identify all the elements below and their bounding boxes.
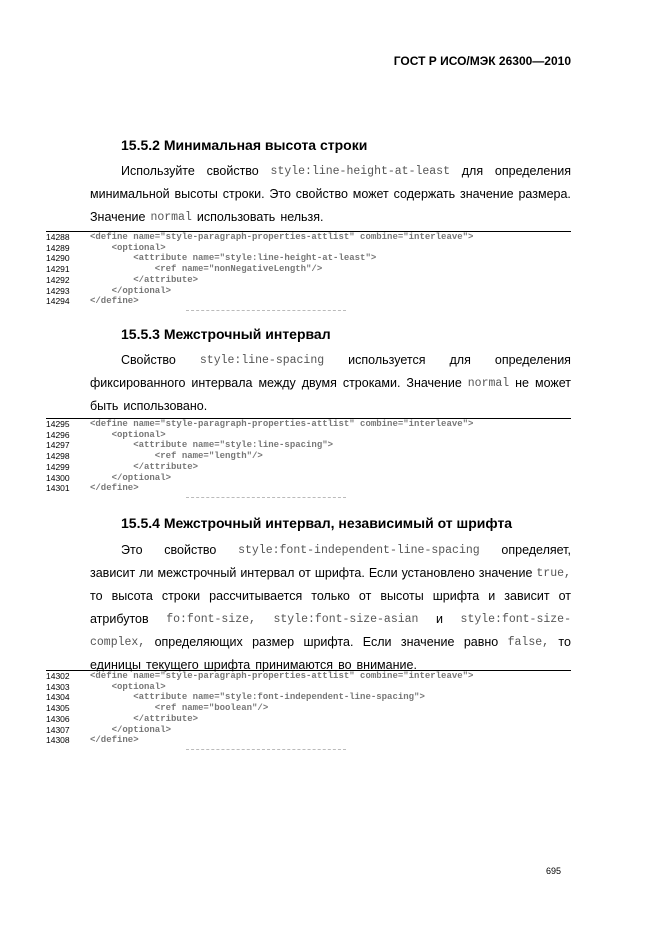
paragraph-line: [90, 395, 571, 418]
line-number: 14304: [46, 692, 70, 703]
code-term: normal: [150, 211, 192, 224]
code-term: fo:font-size,: [166, 613, 256, 626]
code-term: true,: [536, 567, 571, 580]
code-end-divider: [186, 310, 346, 311]
word: строками.: [342, 376, 401, 390]
word: строки: [161, 589, 201, 603]
word: для: [449, 353, 471, 367]
code-listing-2: [46, 418, 571, 498]
word: атрибутов: [90, 612, 149, 626]
line-number: 14299: [46, 461, 70, 472]
code-term: complex,: [90, 636, 146, 649]
code-line: [46, 264, 571, 275]
word: от: [298, 566, 311, 580]
section-heading-1: 15.5.2 Минимальная высота строки: [121, 137, 368, 153]
code-line: [46, 462, 571, 473]
word: двумя: [301, 376, 337, 390]
code-term: style:line-spacing: [199, 354, 325, 367]
code-text: <attribute name="style:font-independent-line-spacing">: [90, 692, 425, 703]
word: может: [352, 187, 389, 201]
paragraph-line: [90, 206, 571, 229]
word: шрифта: [203, 658, 251, 672]
word: размер: [252, 635, 295, 649]
word: Используйте: [121, 164, 195, 178]
code-text: <optional>: [90, 681, 166, 692]
word: Это: [121, 543, 143, 557]
word: свойство: [295, 187, 348, 201]
word: быть: [90, 399, 119, 413]
code-line: [46, 473, 571, 484]
word: интервала: [191, 376, 253, 390]
word: свойство: [164, 543, 217, 557]
code-text: <attribute name="style:line-spacing">: [90, 440, 334, 451]
paragraph-line: [90, 562, 571, 585]
code-term: style:font-independent-line-spacing: [238, 544, 480, 557]
code-line: [46, 253, 571, 264]
word: шрифта.: [303, 635, 354, 649]
word: фиксированного: [90, 376, 186, 390]
code-line: [46, 735, 571, 746]
word: шрифта.: [314, 566, 365, 580]
line-number: 14297: [46, 440, 70, 451]
word: размера.: [518, 187, 571, 201]
code-text: </attribute>: [90, 713, 199, 724]
word: и: [488, 589, 496, 603]
code-text: </attribute>: [90, 461, 199, 472]
code-text: <ref name="boolean"/>: [90, 703, 269, 714]
line-number: 14290: [46, 253, 70, 264]
page-number: 695: [546, 866, 562, 876]
word: высоты: [174, 187, 218, 201]
code-text: </define>: [90, 735, 139, 746]
word: определяющих: [154, 635, 243, 649]
word: от: [358, 589, 372, 603]
word: Если: [368, 566, 398, 580]
code-line: [46, 451, 571, 462]
line-number: 14307: [46, 724, 70, 735]
code-line: [46, 682, 571, 693]
word: во: [338, 658, 352, 672]
word: принимаются: [255, 658, 334, 672]
code-line: [46, 430, 571, 441]
word: Если: [362, 635, 392, 649]
line-number: 14292: [46, 274, 70, 285]
word: шрифта: [432, 589, 480, 603]
line-number: 14301: [46, 483, 70, 494]
line-number: 14308: [46, 735, 70, 746]
word: и: [436, 612, 443, 626]
word: высоты: [380, 589, 424, 603]
line-number: 14289: [46, 242, 70, 253]
word: межстрочный: [157, 566, 237, 580]
word: интервал: [240, 566, 295, 580]
document-header: ГОСТ Р ИСО/МЭК 26300—2010: [393, 54, 571, 68]
word: текущего: [145, 658, 199, 672]
code-end-divider: [186, 497, 346, 498]
word: внимание.: [356, 658, 417, 672]
word: установлено: [401, 566, 475, 580]
paragraph-line: [90, 349, 571, 372]
code-listing-3: [46, 670, 571, 750]
line-number: 14303: [46, 681, 70, 692]
code-line: [46, 232, 571, 243]
code-listing-1: [46, 231, 571, 311]
code-text: <attribute name="style:line-height-at-least">: [90, 253, 377, 264]
word: Значение: [90, 210, 146, 224]
code-term: false,: [507, 636, 550, 649]
code-term: style:font-size-asian: [273, 613, 419, 626]
word: содержать: [393, 187, 456, 201]
word: между: [258, 376, 296, 390]
line-number: 14294: [46, 296, 70, 307]
code-line: [46, 692, 571, 703]
word: значение: [460, 187, 514, 201]
code-line: [46, 419, 571, 430]
code-line: [46, 440, 571, 451]
code-term: normal: [467, 377, 510, 390]
word: минимальной: [90, 187, 170, 201]
word: рассчитывается: [209, 589, 303, 603]
line-number: 14298: [46, 451, 70, 462]
paragraph-line: [90, 160, 571, 183]
word: единицы: [90, 658, 141, 672]
line-number: 14306: [46, 713, 70, 724]
code-line: [46, 671, 571, 682]
code-term: style:line-height-at-least: [270, 165, 450, 178]
line-number: 14302: [46, 671, 70, 681]
code-end-divider: [186, 749, 346, 750]
word: Свойство: [121, 353, 176, 367]
code-text: <define name="style-paragraph-properties-attlist" combine="interleave">: [90, 419, 474, 429]
code-text: <optional>: [90, 429, 166, 440]
paragraph-line: [90, 539, 571, 562]
word: то: [90, 589, 103, 603]
word: Значение: [406, 376, 462, 390]
word: не: [515, 376, 530, 390]
word: определяет,: [501, 543, 571, 557]
word: определения: [494, 353, 571, 367]
word: ли: [139, 566, 154, 580]
line-number: 14291: [46, 264, 70, 275]
code-line: [46, 714, 571, 725]
word: определения: [494, 164, 571, 178]
section-paragraph-1: [90, 160, 571, 229]
word: может: [534, 376, 571, 390]
code-line: [46, 296, 571, 307]
code-line: [46, 703, 571, 714]
code-line: [46, 286, 571, 297]
paragraph-line: [90, 631, 571, 654]
line-number: 14300: [46, 472, 70, 483]
line-number: 14295: [46, 419, 70, 429]
code-line: [46, 483, 571, 494]
word: значение: [400, 635, 455, 649]
word: использовать: [196, 210, 276, 224]
paragraph-line: [90, 372, 571, 395]
code-text: </optional>: [90, 285, 172, 296]
line-number: 14293: [46, 285, 70, 296]
word: высота: [111, 589, 153, 603]
code-text: <define name="style-paragraph-properties-attlist" combine="interleave">: [90, 232, 474, 242]
word: используется: [348, 353, 426, 367]
paragraph-line: [90, 183, 571, 206]
word: от: [558, 589, 571, 603]
code-text: <define name="style-paragraph-properties-attlist" combine="interleave">: [90, 671, 474, 681]
line-number: 14288: [46, 232, 70, 242]
word: только: [311, 589, 350, 603]
section-heading-2: 15.5.3 Межстрочный интервал: [121, 326, 331, 342]
code-line: [46, 725, 571, 736]
code-text: <optional>: [90, 242, 166, 253]
word: зависит: [90, 566, 136, 580]
code-line: [46, 275, 571, 286]
section-paragraph-2: [90, 349, 571, 418]
code-term: style:font-size-: [460, 613, 571, 626]
paragraph-line: [90, 608, 571, 631]
section-paragraph-3: [90, 539, 571, 677]
word: нельзя.: [280, 210, 324, 224]
word: строки.: [222, 187, 265, 201]
code-text: </optional>: [90, 472, 172, 483]
word: значение: [478, 566, 533, 580]
line-number: 14296: [46, 429, 70, 440]
paragraph-line: [90, 585, 571, 608]
code-text: <ref name="length"/>: [90, 451, 263, 462]
code-text: </define>: [90, 296, 139, 307]
word: Это: [269, 187, 291, 201]
line-number: 14305: [46, 703, 70, 714]
code-line: [46, 243, 571, 254]
word: для: [461, 164, 484, 178]
code-text: </define>: [90, 483, 139, 494]
word: то: [558, 635, 571, 649]
code-text: </attribute>: [90, 274, 199, 285]
word: свойство: [206, 164, 259, 178]
word: зависит: [504, 589, 550, 603]
section-heading-3: 15.5.4 Межстрочный интервал, независимый от шрифта: [121, 515, 513, 531]
word: равно: [463, 635, 499, 649]
word: использовано.: [123, 399, 208, 413]
code-text: </optional>: [90, 724, 172, 735]
code-text: <ref name="nonNegativeLength"/>: [90, 264, 323, 275]
